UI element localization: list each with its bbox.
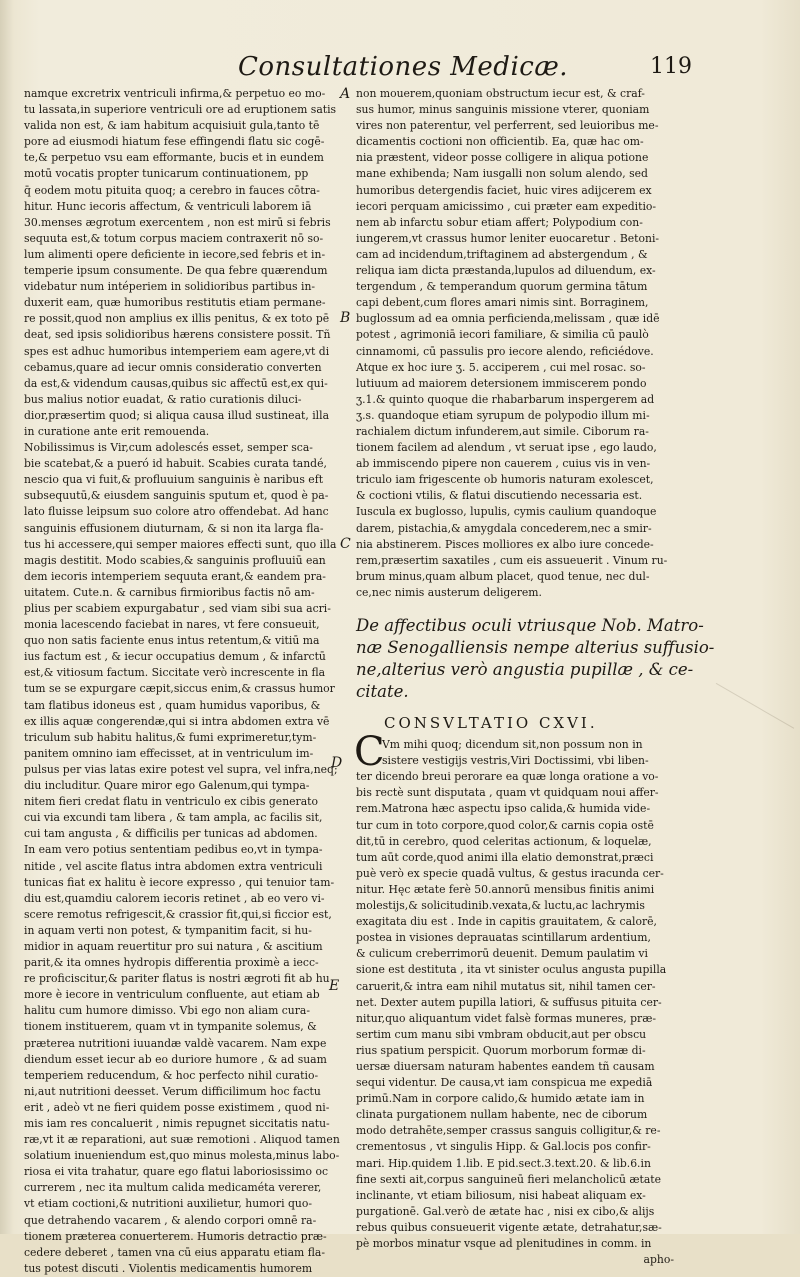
- text-line: tionem præterea conuerterem. Humoris detractio præ-: [24, 1229, 327, 1243]
- text-line: more è iecore in ventriculum confluente, aut etiam ab: [24, 988, 320, 1002]
- text-line: capi debent,cum flores amari nimis sint. Borraginem,: [356, 296, 649, 310]
- text-line: postea in visiones deprauatas scintillarum ardentium,: [356, 931, 651, 945]
- text-line: dit,tū in cerebro, quod celeritas actionum, & loquelæ,: [356, 834, 652, 848]
- text-line: cui via excundi tam libera , & tam ampla, ac facilis sit,: [24, 811, 323, 825]
- text-line: spes est adhuc humoribus intemperiem eam agere,vt di: [24, 344, 330, 358]
- text-line: fine sexti ait,corpus sanguineū fieri melancholicū ætate: [356, 1172, 662, 1186]
- text-line: temperie ipsum consumente. De qua febre quærendum: [24, 264, 328, 278]
- text-line: scere remotus refrigescit,& crassior fit,qui,si ficcior est,: [24, 907, 332, 921]
- text-line: nitem fieri credat flatu in ventriculo ex cibis generato: [24, 795, 318, 809]
- text-line: que detrahendo vacarem , & alendo corpori omnē ra-: [24, 1213, 317, 1227]
- text-line: brum minus,quam album placet, quod tenue, nec dul-: [356, 569, 650, 583]
- text-line: ter dicendo breui perorare ea quæ longa oratione a vo-: [356, 770, 659, 784]
- text-line: q̄ eodem motu pituita quoq; a cerebro in fauces cōtra-: [24, 183, 320, 197]
- text-line: humoribus detergendis faciet, huic vires adijcerem ex: [356, 183, 652, 197]
- running-title: Consultationes Medicæ.: [238, 52, 569, 82]
- text-line: rem,præsertim saxatiles , cum eis assueuerit . Vinum ru-: [356, 553, 668, 567]
- consultatio-heading: CONSVLTATIO CXVI.: [384, 714, 598, 732]
- text-line: primū.Nam in corpore calido,& humido ætate iam in: [356, 1092, 645, 1106]
- text-line: ʒ.s. quandoque etiam syrupum de polypodio illum mi-: [356, 408, 650, 422]
- text-line: næ Senogalliensis nempe alterius suffusio-: [356, 638, 715, 657]
- margin-letter-a: A: [340, 86, 351, 102]
- text-line: triculum sub habitu halitus,& fumi exprimeretur,tym-: [24, 730, 317, 744]
- text-line: lum alimenti opere deficiente in iecore,sed febris et in-: [24, 247, 326, 261]
- text-line: diu includitur. Quare miror ego Galenum,qui tympa-: [24, 779, 310, 793]
- text-line: In eam vero potius sententiam pedibus eo,vt in tympa-: [24, 843, 323, 857]
- text-line: cui tam angusta , & difficilis per tunicas ad abdomen.: [24, 827, 318, 841]
- text-line: nia præstent, videor posse colligere in aliqua potione: [356, 151, 649, 165]
- text-line: mis iam res concaluerit , nimis repugnet siccitatis natu-: [24, 1117, 330, 1130]
- text-line: sanguinis effusionem diuturnam, & si non ita larga fla-: [24, 521, 324, 535]
- text-line: non mouerem,quoniam obstructum iecur est, & craf-: [356, 87, 645, 100]
- text-line: tunicas fiat ex halitu è iecore expresso , qui tenuior tam-: [24, 875, 335, 889]
- text-line: clinata purgationem nullam habente, nec de ciborum: [356, 1108, 648, 1122]
- text-line: Vm mihi quoq; dicendum sit,non possum non in: [382, 738, 643, 752]
- text-line: re possit,quod non amplius ex illis penitus, & ex toto pē: [24, 312, 330, 326]
- text-line: pulsus per vias latas exire potest vel supra, vel infra,neq;: [24, 762, 338, 776]
- text-line: sequi videntur. De causa,vt iam conspicua me expediā: [356, 1076, 653, 1090]
- text-line: sequuta est,& totum corpus maciem contraxerit nō so-: [24, 231, 324, 245]
- text-line: cedere deberet , tamen vna cū eius apparatu etiam fla-: [24, 1245, 326, 1259]
- text-line: net. Dexter autem pupilla latiori, & suffusus pituita cer-: [356, 995, 662, 1009]
- text-line: darem, pistachia,& amygdala concederem,nec a smir-: [356, 521, 652, 535]
- text-line: cebamus,quare ad iecur omnis consideratio converten: [24, 360, 322, 374]
- text-line: ʒ.1.& quinto quoque die rhabarbarum inspergerem ad: [356, 392, 655, 406]
- text-line: uitatem. Cute.n. & carnibus firmioribus factis nō am-: [24, 585, 315, 599]
- text-line: nem ab infarctu sobur etiam affert; Polypodium con-: [356, 215, 643, 229]
- text-line: dicamentis coctioni non officientib. Ea, quæ hac om-: [356, 135, 644, 149]
- text-line: temperiem reducendum, & hoc perfecto nihil curatio-: [24, 1068, 319, 1082]
- text-line: tionem instituerem, quam vt in tympanite solemus, &: [24, 1020, 317, 1034]
- right-column-text-top: [356, 86, 682, 601]
- text-line: nia abstinerem. Pisces molliores ex albo iure concede-: [356, 537, 654, 551]
- text-line: mane exhibenda; Nam iusgalli non solum alendo, sed: [356, 167, 648, 181]
- text-line: est,& vitiosum factum. Siccitate verò increscente in fla: [24, 666, 326, 680]
- text-line: in aquam verti non potest, & tympanitim facit, si hu-: [24, 923, 312, 937]
- text-line: exagitata diu est . Inde in capitis grauitatem, & calorē,: [356, 915, 657, 929]
- text-line: potest , agrimoniā iecori familiare, & similia cū paulò: [356, 328, 649, 342]
- text-line: re proficiscitur,& pariter flatus is nostri ægroti fit ab hu: [24, 972, 330, 986]
- text-line: namque excretrix ventriculi infirma,& perpetuo eo mo-: [24, 87, 326, 100]
- text-line: ne,alterius verò angustia pupillæ , & ce-: [356, 660, 694, 679]
- text-line: videbatur num intéperiem in solidioribus partibus in-: [24, 280, 316, 294]
- text-line: bie scatebat,& a pueró id habuit. Scabies curata tandé,: [24, 457, 327, 471]
- text-line: cam ad incidendum,triftaginem ad abstergendum , &: [356, 247, 648, 261]
- text-line: ex illis aquæ congerendæ,qui si intra abdomen extra vē: [24, 714, 330, 728]
- text-line: duxerit eam, quæ humoribus restitutis etiam permane-: [24, 296, 326, 310]
- margin-letter-e: E: [329, 978, 340, 994]
- text-line: te,& perpetuo vsu eam efformante, bucis et in eundem: [24, 151, 324, 165]
- text-line: tum se se expurgare cæpit,siccus enim,& crassus humor: [24, 682, 335, 696]
- text-line: & coctioni vtilis, & flatui discutiendo necessaria est.: [356, 489, 643, 503]
- text-line: lato fluisse leipsum suo colore atro offendebat. Ad hanc: [24, 505, 329, 519]
- text-line: De affectibus oculi vtriusque Nob. Matro-: [356, 616, 704, 635]
- text-line: lutiuum ad maiorem detersionem immiscerem pondo: [356, 376, 647, 390]
- text-line: iecori perquam amicissimo , cui præter eam expeditio-: [356, 199, 657, 213]
- text-line: deat, sed ipsis solidioribus hærens consistere possit. Tñ: [24, 328, 331, 342]
- text-line: magis destitit. Modo scabies,& sanguinis profluuiū ean: [24, 553, 326, 567]
- drop-cap: C: [354, 729, 385, 776]
- text-line: erit , adeò vt ne fieri quidem posse existimem , quod ni-: [24, 1100, 330, 1114]
- text-line: reliqua iam dicta præstanda,lupulos ad diluendum, ex-: [356, 264, 656, 278]
- text-line: pore ad eiusmodi hiatum fese effingendi flatu sic cogē-: [24, 135, 325, 149]
- text-line: tu lassata,in superiore ventriculi ore ad eruptionem satis: [24, 103, 337, 117]
- text-line: ce,nec nimis austerum deligerem.: [356, 585, 542, 599]
- text-line: nitur,quo aliquantum videt falsè formas muneres, præ-: [356, 1011, 657, 1025]
- text-line: pè morbos minatur vsque ad plenitudines in comm. in: [356, 1237, 652, 1250]
- text-line: rachialem dictum infunderem,aut simile. Ciborum ra-: [356, 424, 649, 438]
- text-line: tam flatibus idoneus est , quam humidus vaporibus, &: [24, 698, 321, 712]
- text-line: in curatione ante erit remouenda.: [24, 424, 210, 438]
- text-line: ius factum est , & iecur occupatius demum , & infarctū: [24, 650, 326, 664]
- text-line: molestijs,& solicitudinib.vexata,& luctu,ac lachrymis: [356, 899, 645, 913]
- text-line: sus humor, minus sanguinis missione vterer, quoniam: [356, 103, 650, 117]
- text-line: uersæ diuersam naturam habentes eandem tñ causam: [356, 1059, 655, 1073]
- text-line: da est,& videndum causas,quibus sic affectū est,ex qui-: [24, 376, 328, 390]
- text-line: puè verò ex specie quadā vultus, & gestus iracunda cer-: [356, 866, 664, 880]
- text-line: citate.: [356, 682, 409, 701]
- text-line: parit,& ita omnes hydropis differentia proximè a iecc-: [24, 956, 319, 970]
- text-line: modo detrahēte,semper crassus sanguis colligitur,& re-: [356, 1124, 661, 1138]
- text-line: 30.menses ægrotum exercentem , non est mirū si febris: [24, 215, 331, 229]
- text-line: triculo iam frigescente ob humoris naturam exolescet,: [356, 473, 654, 487]
- text-line: nitide , vel ascite flatus intra abdomen extra ventriculi: [24, 859, 323, 873]
- text-line: nescio qua vi fuit,& profluuium sanguinis è naribus eft: [24, 473, 324, 487]
- text-line: rebus quibus consueuerit vigente ætate, detrahatur,sæ-: [356, 1220, 662, 1234]
- text-line: caruerit,& intra eam nihil mutatus sit, nihil tamen cer-: [356, 979, 656, 993]
- text-line: currerem , nec ita multum calida medicaméta vererer,: [24, 1181, 322, 1195]
- text-line: bis rectè sunt disputata , quam vt quidquam noui affer-: [356, 786, 659, 800]
- text-line: mari. Hip.quidem 1.lib. E pid.sect.3.text.20. & lib.6.in: [356, 1156, 651, 1170]
- text-line: purgationē. Gal.verò de ætate hac , nisi ex cibo,& alijs: [356, 1204, 655, 1218]
- opening-paragraph: [354, 729, 682, 776]
- text-line: tergendum , & temperandum quorum germina tātum: [356, 280, 648, 294]
- text-line: hitur. Hunc iecoris affectum, & ventriculi laborem iā: [24, 199, 312, 213]
- text-line: sione est destituta , ita vt sinister oculus angusta pupilla: [356, 963, 667, 977]
- text-line: tionem facilem ad alendum , vt seruat ipse , ego laudo,: [356, 441, 657, 455]
- catchword: apho-: [643, 1253, 674, 1267]
- margin-letter-b: B: [340, 310, 351, 326]
- text-line: cinnamomi, cū passulis pro iecore alendo, reficiédove.: [356, 344, 654, 358]
- text-line: dior,præsertim quod; si aliqua causa illud sustineat, illa: [24, 408, 330, 422]
- page-number: 119: [650, 54, 692, 79]
- text-line: nitur. Hęc ætate ferè 50.annorū mensibus finitis animi: [356, 882, 655, 896]
- text-line: Nobilissimus is Vir,cum adolescés esset, semper sca-: [24, 441, 313, 455]
- text-line: sistere vestigijs vestris,Viri Doctissimi, vbi liben-: [382, 754, 649, 768]
- text-line: ni,aut nutritioni deesset. Verum difficilimum hoc factu: [24, 1084, 321, 1098]
- text-line: vt etiam coctioni,& nutritioni auxilietur, humori quo-: [24, 1197, 312, 1211]
- text-line: buglossum ad ea omnia perficienda,melissam , quæ idē: [356, 312, 660, 326]
- text-line: quo non satis faciente enus intus retentum,& vitiū ma: [24, 634, 320, 648]
- text-line: bus malius notior euadat, & ratio curationis diluci-: [24, 392, 302, 406]
- show-through-mark: [676, 683, 794, 798]
- right-column-text-bottom: [356, 769, 682, 1252]
- text-line: monia lacescendo faciebat in nares, vt fere consueuit,: [24, 618, 320, 632]
- text-line: tum aūt corde,quod animi illa elatio demonstrat,præci: [356, 850, 654, 864]
- text-line: halitu cum humore dimisso. Vbi ego non aliam cura-: [24, 1004, 310, 1018]
- text-line: dem iecoris intemperiem sequuta erant,& eandem pra-: [24, 569, 326, 583]
- text-line: & culicum creberrimorū deuenit. Demum paulatim vi: [356, 947, 648, 961]
- left-column: [24, 86, 342, 1277]
- text-line: plius per scabiem expurgabatur , sed viam sibi sua acri-: [24, 602, 331, 615]
- text-line: motū vocatis propter tunicarum continuationem, pp: [24, 167, 309, 181]
- text-line: diu est,quamdiu calorem iecoris retinet , ab eo vero vi-: [24, 891, 325, 905]
- text-line: rem.Matrona hæc aspectu ipso calida,& humida vide-: [356, 802, 651, 816]
- text-line: midior in aquam reuertitur pro sui natura , & ascitium: [24, 939, 323, 953]
- text-line: inclinante, vt etiam biliosum, nisi habeat aliquam ex-: [356, 1188, 646, 1202]
- text-line: valida non est, & iam habitum acquisiuit gula,tanto tē: [24, 119, 320, 133]
- text-line: vires non paterentur, vel perferrent, sed leuioribus me-: [356, 119, 659, 133]
- text-line: rius spatium perspicit. Quorum morborum formæ di-: [356, 1043, 646, 1057]
- text-line: solatium inueniendum est,quo minus molesta,minus labo-: [24, 1149, 340, 1163]
- text-line: subsequutū,& eiusdem sanguinis sputum et, quod è pa-: [24, 489, 329, 503]
- text-line: diendum esset iecur ab eo duriore humore , & ad suam: [24, 1052, 327, 1066]
- text-line: crementosus , vt singulis Hipp. & Gal.locis pos confir-: [356, 1140, 651, 1154]
- text-line: sertim cum manu sibi vmbram obducit,aut per obscu: [356, 1027, 647, 1041]
- text-line: panitem omnino iam effecisset, at in ventriculum im-: [24, 746, 314, 760]
- margin-letter-d: D: [331, 755, 343, 771]
- text-line: ræ,vt it æ reparationi, aut suæ remotioni . Aliquod tamen: [24, 1133, 340, 1147]
- text-line: riosa ei vita trahatur, quare ego flatui laboriosissimo oc: [24, 1165, 329, 1179]
- text-line: tus hi accessere,qui semper maiores effecti sunt, quo illa: [24, 537, 337, 551]
- text-line: iungerem,vt crassus humor leniter euocaretur . Betoni-: [356, 231, 660, 245]
- text-line: tur cum in toto corpore,quod color,& carnis copia ostē: [356, 818, 654, 832]
- section-title: [356, 615, 715, 703]
- text-line: Iuscula ex buglosso, lupulis, cymis caulium quandoque: [356, 505, 657, 519]
- text-line: tus potest discuti . Violentis medicamentis humorem: [24, 1261, 313, 1275]
- text-line: ab immiscendo pipere non cauerem , cuius vis in ven-: [356, 457, 651, 471]
- text-line: præterea nutritioni iuuandæ valdè vacarem. Nam expe: [24, 1036, 327, 1050]
- margin-letter-c: C: [340, 536, 351, 552]
- text-line: Atque ex hoc iure ʒ. 5. acciperem , cui mel rosac. so-: [356, 360, 646, 374]
- right-column: [354, 86, 715, 1268]
